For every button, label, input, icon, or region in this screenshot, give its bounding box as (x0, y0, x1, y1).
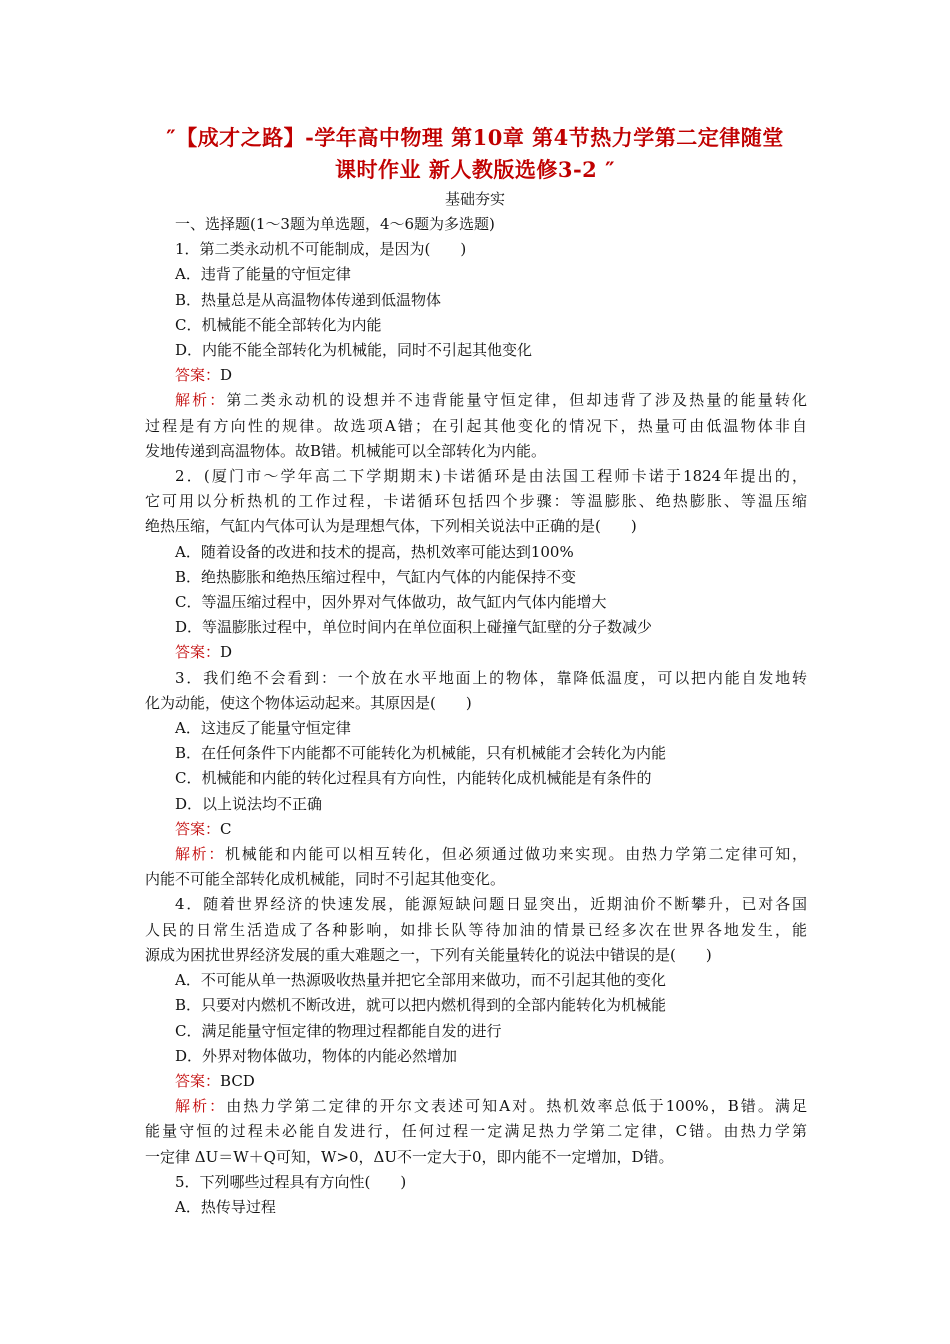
section-heading: 一、选择题(1～3题为单选题，4～6题为多选题) (175, 215, 495, 233)
q1-option-c: C．机械能不能全部转化为内能 (175, 315, 382, 334)
document-title-line-2: 课时作业 新人教版选修3-2 ″ (335, 157, 615, 182)
answer-label: 答案： (175, 1071, 221, 1090)
q2-stem-line-2: 它可用以分析热机的工作过程，卡诺循环包括四个步骤：等温膨胀、绝热膨胀、等温压缩 (145, 492, 807, 511)
q1-option-d: D．内能不能全部转化为机械能，同时不引起其他变化 (175, 341, 533, 360)
q3-stem-line-2: 化为动能，使这个物体运动起来。其原因是( ) (145, 693, 472, 712)
analysis-label: 解析： (175, 391, 227, 410)
q2-answer-value: D (220, 643, 233, 662)
q4-answer-value: BCD (220, 1071, 255, 1090)
q2-stem-line-1: 2．(厦门市～学年高二下学期期末)卡诺循环是由法国工程师卡诺于1824年提出的， (175, 467, 807, 486)
answer-label: 答案： (175, 366, 221, 385)
q3-stem-line-1: 3．我们绝不会看到：一个放在水平地面上的物体，靠降低温度，可以把内能自发地转 (175, 668, 807, 687)
q2-option-d: D．等温膨胀过程中，单位时间内在单位面积上碰撞气缸壁的分子数减少 (175, 618, 653, 637)
q1-option-b: B．热量总是从高温物体传递到低温物体 (175, 290, 442, 309)
q3-answer-value: C (220, 819, 232, 838)
q1-analysis-text-1: 第二类永动机的设想并不违背能量守恒定律，但却违背了涉及热量的能量转化 (226, 391, 807, 410)
q4-analysis-text-1: 由热力学第二定律的开尔文表述可知A对。热机效率总低于100%，B错。满足 (226, 1097, 807, 1116)
q2-option-a: A．随着设备的改进和技术的提高，热机效率可能达到100% (175, 542, 574, 561)
answer-label: 答案： (175, 819, 221, 838)
q4-option-b: B．只要对内燃机不断改进，就可以把内燃机得到的全部内能转化为机械能 (175, 996, 667, 1015)
q4-analysis-line-3: 一定律 ΔU＝W＋Q可知，W>0，ΔU不一定大于0，即内能不一定增加，D错。 (145, 1147, 674, 1166)
q4-stem-line-1: 4．随着世界经济的快速发展，能源短缺问题日显突出，近期油价不断攀升，已对各国 (175, 895, 807, 914)
q1-answer (145, 363, 807, 388)
q3-analysis-line-2: 内能不可能全部转化成机械能，同时不引起其他变化。 (145, 870, 506, 889)
q1-analysis-line-2: 过程是有方向性的规律。故选项A错；在引起其他变化的情况下，热量可由低温物体非自 (145, 416, 807, 435)
q3-analysis-line-1 (145, 842, 807, 867)
q1-option-a: A．违背了能量的守恒定律 (175, 265, 351, 284)
q4-analysis-line-2: 能量守恒的过程未必能自发进行，任何过程一定满足热力学第二定律，C错。由热力学第 (145, 1122, 807, 1141)
q1-answer-value: D (220, 366, 233, 385)
q3-option-c: C．机械能和内能的转化过程具有方向性，内能转化成机械能是有条件的 (175, 769, 652, 788)
q4-stem-line-3: 源成为困扰世界经济发展的重大难题之一，下列有关能量转化的说法中错误的是( ) (145, 945, 712, 964)
document-body (145, 212, 807, 1220)
q3-option-a: A．这违反了能量守恒定律 (175, 719, 351, 738)
q3-analysis-text-1: 机械能和内能可以相互转化，但必须通过做功来实现。由热力学第二定律可知， (225, 845, 807, 864)
q4-option-d: D．外界对物体做功，物体的内能必然增加 (175, 1046, 458, 1065)
document-title-line-1: ″【成才之路】-学年高中物理 第10章 第4节热力学第二定律随堂 (166, 125, 784, 150)
q4-option-a: A．不可能从单一热源吸收热量并把它全部用来做功，而不引起其他的变化 (175, 971, 666, 990)
q5-stem: 5．下列哪些过程具有方向性( ) (175, 1172, 407, 1191)
q2-answer (145, 640, 807, 665)
q2-option-b: B．绝热膨胀和绝热压缩过程中，气缸内气体的内能保持不变 (175, 567, 577, 586)
q1-analysis-line-1 (145, 388, 807, 413)
q4-stem-line-2: 人民的日常生活造成了各种影响，如排长队等待加油的情景已经多次在世界各地发生，能 (145, 920, 807, 939)
answer-label: 答案： (175, 643, 221, 662)
q1-analysis-line-3: 发地传递到高温物体。故B错。机械能可以全部转化为内能。 (145, 441, 547, 460)
analysis-label: 解析： (175, 1097, 227, 1116)
q2-option-c: C．等温压缩过程中，因外界对气体做功，故气缸内气体内能增大 (175, 593, 607, 612)
q4-answer (145, 1069, 807, 1094)
q2-stem-line-3: 绝热压缩，气缸内气体可认为是理想气体，下列相关说法中正确的是( ) (145, 517, 637, 536)
q4-analysis-line-1 (145, 1094, 807, 1119)
section-subtitle: 基础夯实 (444, 190, 505, 208)
q3-option-d: D．以上说法均不正确 (175, 794, 323, 813)
q3-option-b: B．在任何条件下内能都不可能转化为机械能，只有机械能才会转化为内能 (175, 744, 667, 763)
q1-stem: 1．第二类永动机不可能制成，是因为( ) (175, 240, 467, 259)
analysis-label: 解析： (175, 845, 226, 864)
q5-option-a: A．热传导过程 (175, 1197, 276, 1216)
q4-option-c: C．满足能量守恒定律的物理过程都能自发的进行 (175, 1021, 502, 1040)
q3-answer (145, 817, 807, 842)
